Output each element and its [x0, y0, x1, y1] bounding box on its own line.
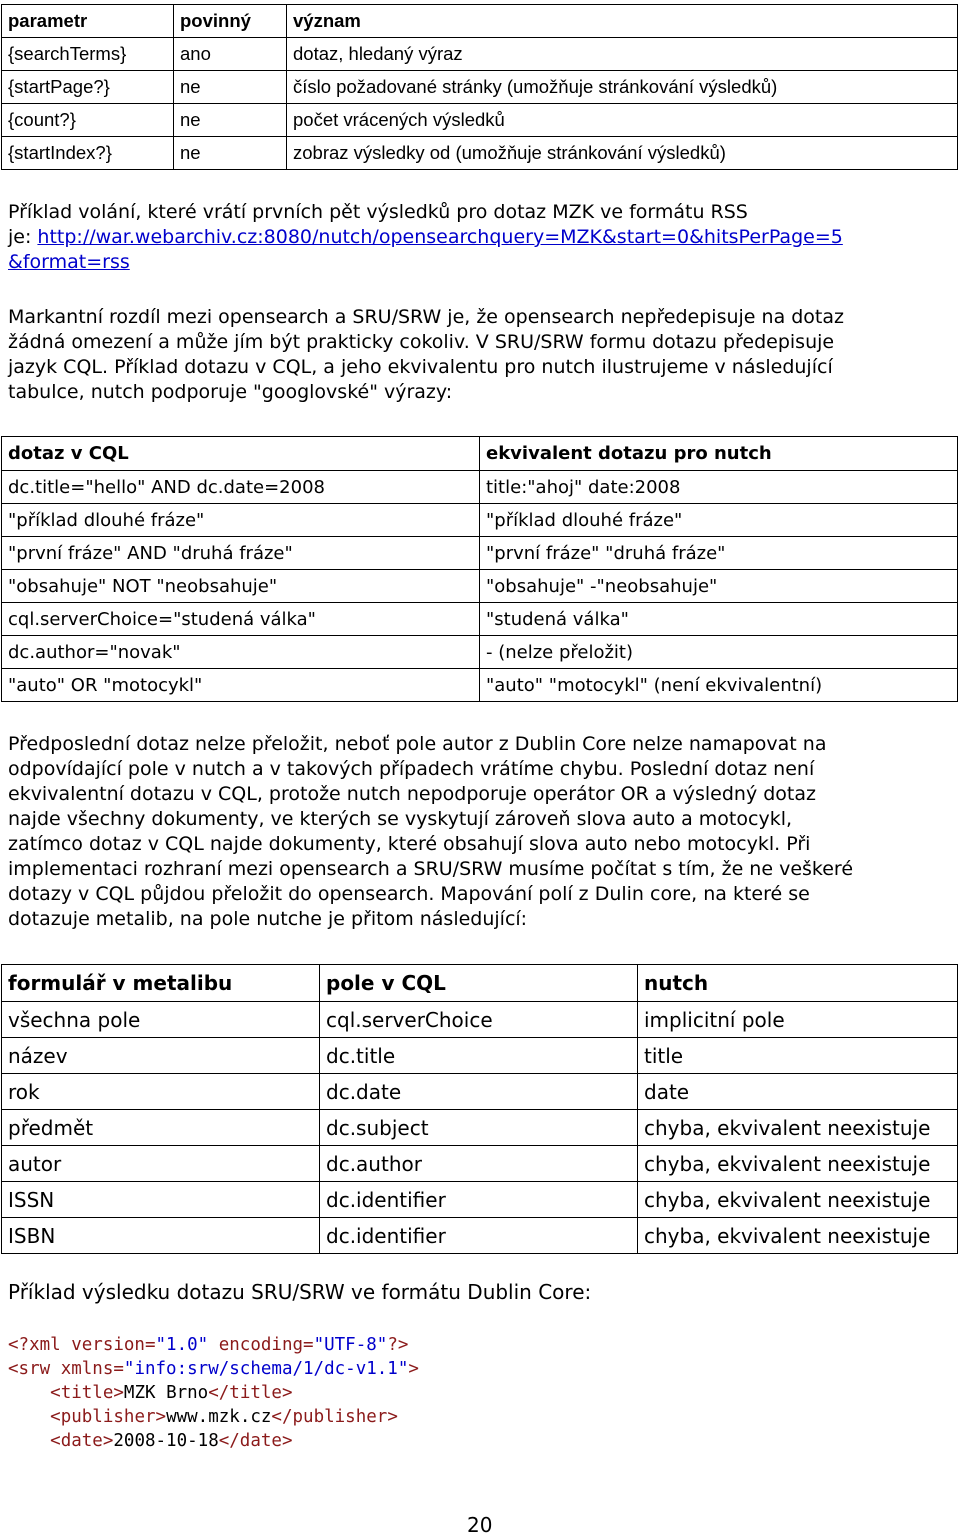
table-cell: "auto" OR "motocykl" — [2, 669, 480, 702]
paragraph-line: Markantní rozdíl mezi opensearch a SRU/SRW je, že opensearch nepředepisuje na dotaz — [8, 306, 844, 328]
paragraph-line: dotazy v CQL půjdou přeložit do opensearch. Mapování polí z Dulin core, na které se — [8, 883, 810, 905]
table-row — [2, 1182, 958, 1218]
table-row — [2, 71, 958, 104]
code-token: </publisher> — [271, 1407, 398, 1427]
code-token: www.mzk.cz — [166, 1407, 272, 1427]
header-cell: dotaz v CQL — [2, 437, 480, 471]
table-row — [2, 38, 958, 71]
paragraph-line: implementaci rozhraní mezi opensearch a SRU/SRW musíme počítat s tím, že ne veškeré — [8, 858, 854, 880]
code-line-4 — [50, 1407, 398, 1427]
table-cell: chyba, ekvivalent neexistuje — [638, 1146, 958, 1182]
table-cell: {startIndex?} — [2, 137, 174, 170]
header-cell: nutch — [638, 965, 958, 1002]
table-cell: - (nelze přeložit) — [480, 636, 958, 669]
table-cell: název — [2, 1038, 320, 1074]
table-cell: ano — [174, 38, 287, 71]
code-token: encoding= — [208, 1335, 314, 1355]
paragraph-line: tabulce, nutch podporuje "googlovské" výrazy: — [8, 381, 453, 403]
table-cell: číslo požadované stránky (umožňuje stránkování výsledků) — [287, 71, 958, 104]
table-row — [2, 537, 958, 570]
header-cell: parametr — [2, 5, 174, 38]
table-cell: {count?} — [2, 104, 174, 137]
table-cell: ne — [174, 104, 287, 137]
table-cell: "první fráze" "druhá fráze" — [480, 537, 958, 570]
table-cell: {startPage?} — [2, 71, 174, 104]
code-token: xmlns= — [60, 1359, 124, 1379]
page-number: 20 — [467, 1513, 493, 1537]
table-cell: title — [638, 1038, 958, 1074]
code-token: <title> — [50, 1383, 124, 1403]
link-prefix: je: — [8, 226, 38, 248]
paragraph-line: zatímco dotaz v CQL najde dokumenty, které obsahují slova auto nebo motocykl. Při — [8, 833, 811, 855]
table-row — [2, 1038, 958, 1074]
example-url-link-continued[interactable]: &format=rss — [8, 251, 130, 273]
paragraph-line: Příklad výsledku dotazu SRU/SRW ve formátu Dublin Core: — [8, 1280, 592, 1304]
table-header-row — [2, 5, 958, 38]
table-row — [2, 137, 958, 170]
header-cell: ekvivalent dotazu pro nutch — [480, 437, 958, 471]
code-line-5 — [50, 1431, 292, 1451]
paragraph-line: jazyk CQL. Příklad dotazu v CQL, a jeho ekvivalentu pro nutch ilustrujeme v následující — [8, 356, 833, 378]
code-line-2 — [8, 1359, 419, 1379]
dublin-core-intro — [8, 1280, 591, 1305]
field-mapping-table — [1, 964, 958, 1254]
table-cell: autor — [2, 1146, 320, 1182]
header-cell: význam — [287, 5, 958, 38]
code-line-3 — [50, 1383, 292, 1403]
code-token: > — [408, 1359, 419, 1379]
table-cell: ISSN — [2, 1182, 320, 1218]
table-row — [2, 1002, 958, 1038]
code-token: 2008-10-18 — [113, 1431, 219, 1451]
paragraph-line: Příklad volání, které vrátí prvních pět výsledků pro dotaz MZK ve formátu RSS — [8, 201, 748, 223]
table-cell: cql.serverChoice="studená válka" — [2, 603, 480, 636]
table-cell: {searchTerms} — [2, 38, 174, 71]
paragraph-line — [8, 250, 843, 275]
table-cell: dc.author — [320, 1146, 638, 1182]
header-cell: pole v CQL — [320, 965, 638, 1002]
table-cell: chyba, ekvivalent neexistuje — [638, 1218, 958, 1254]
code-token: "UTF-8" — [313, 1335, 388, 1355]
table-cell: dotaz, hledaný výraz — [287, 38, 958, 71]
parameter-table — [1, 4, 958, 170]
table-row — [2, 636, 958, 669]
code-token: </date> — [218, 1431, 293, 1451]
table-cell: dc.subject — [320, 1110, 638, 1146]
table-cell: dc.identifier — [320, 1218, 638, 1254]
code-token: <date> — [50, 1431, 114, 1451]
header-cell: formulář v metalibu — [2, 965, 320, 1002]
code-token: version= — [71, 1335, 156, 1355]
table-cell: chyba, ekvivalent neexistuje — [638, 1182, 958, 1218]
table-cell: ne — [174, 137, 287, 170]
paragraph-line: žádná omezení a může jím být prakticky cokoliv. V SRU/SRW formu dotazu předepisuje — [8, 331, 835, 353]
table-header-row — [2, 965, 958, 1002]
header-cell: povinný — [174, 5, 287, 38]
code-token: "1.0" — [155, 1335, 209, 1355]
table-row — [2, 471, 958, 504]
table-cell: "příklad dlouhé fráze" — [480, 504, 958, 537]
table-row — [2, 104, 958, 137]
table-cell: dc.author="novak" — [2, 636, 480, 669]
code-token: ?> — [387, 1335, 409, 1355]
table-cell: zobraz výsledky od (umožňuje stránkování výsledků) — [287, 137, 958, 170]
table-cell: title:"ahoj" date:2008 — [480, 471, 958, 504]
table-row — [2, 570, 958, 603]
code-token: <srw — [8, 1359, 61, 1379]
table-cell: date — [638, 1074, 958, 1110]
table-cell: ne — [174, 71, 287, 104]
table-cell: dc.date — [320, 1074, 638, 1110]
example-url-link[interactable]: http://war.webarchiv.cz:8080/nutch/opensearchquery=MZK&start=0&hitsPerPage=5 — [37, 226, 843, 248]
paragraph-line: dotazuje metalib, na pole nutche je přitom následující: — [8, 908, 528, 930]
table-cell: "studená válka" — [480, 603, 958, 636]
paragraph-line: odpovídající pole v nutch a v takových případech vrátíme chybu. Poslední dotaz není — [8, 758, 815, 780]
paragraph-line: ekvivalentní dotazu v CQL, protože nutch nepodporuje operátor OR a výsledný dotaz — [8, 783, 816, 805]
table-cell: cql.serverChoice — [320, 1002, 638, 1038]
table-cell: "příklad dlouhé fráze" — [2, 504, 480, 537]
translation-paragraph — [8, 732, 853, 932]
code-token: <publisher> — [50, 1407, 167, 1427]
table-cell: implicitní pole — [638, 1002, 958, 1038]
paragraph-line — [8, 225, 843, 250]
code-token: MZK Brno — [123, 1383, 209, 1403]
code-token: <?xml — [8, 1335, 72, 1355]
cql-nutch-table — [1, 436, 958, 702]
table-cell: "obsahuje" -"neobsahuje" — [480, 570, 958, 603]
table-cell: dc.title="hello" AND dc.date=2008 — [2, 471, 480, 504]
table-cell: chyba, ekvivalent neexistuje — [638, 1110, 958, 1146]
example-paragraph — [8, 200, 843, 275]
table-cell: počet vrácených výsledků — [287, 104, 958, 137]
table-row — [2, 603, 958, 636]
table-cell: dc.identifier — [320, 1182, 638, 1218]
opensearch-vs-sru-paragraph — [8, 305, 844, 405]
table-cell: všechna pole — [2, 1002, 320, 1038]
xml-code-block — [8, 1333, 419, 1453]
table-row — [2, 1074, 958, 1110]
table-cell: dc.title — [320, 1038, 638, 1074]
table-row — [2, 504, 958, 537]
code-line-1 — [8, 1335, 408, 1355]
table-row — [2, 1146, 958, 1182]
paragraph-line: Předposlední dotaz nelze přeložit, neboť pole autor z Dublin Core nelze namapovat na — [8, 733, 827, 755]
table-row — [2, 669, 958, 702]
table-cell: "obsahuje" NOT "neobsahuje" — [2, 570, 480, 603]
table-row — [2, 1218, 958, 1254]
code-token: </title> — [208, 1383, 293, 1403]
code-token: "info:srw/schema/1/dc-v1.1" — [123, 1359, 409, 1379]
table-cell: "první fráze" AND "druhá fráze" — [2, 537, 480, 570]
table-cell: rok — [2, 1074, 320, 1110]
table-header-row — [2, 437, 958, 471]
table-cell: ISBN — [2, 1218, 320, 1254]
table-cell: "auto" "motocykl" (není ekvivalentní) — [480, 669, 958, 702]
table-cell: předmět — [2, 1110, 320, 1146]
table-row — [2, 1110, 958, 1146]
paragraph-line: najde všechny dokumenty, ve kterých se vyskytují zároveň slova auto a motocykl, — [8, 808, 793, 830]
